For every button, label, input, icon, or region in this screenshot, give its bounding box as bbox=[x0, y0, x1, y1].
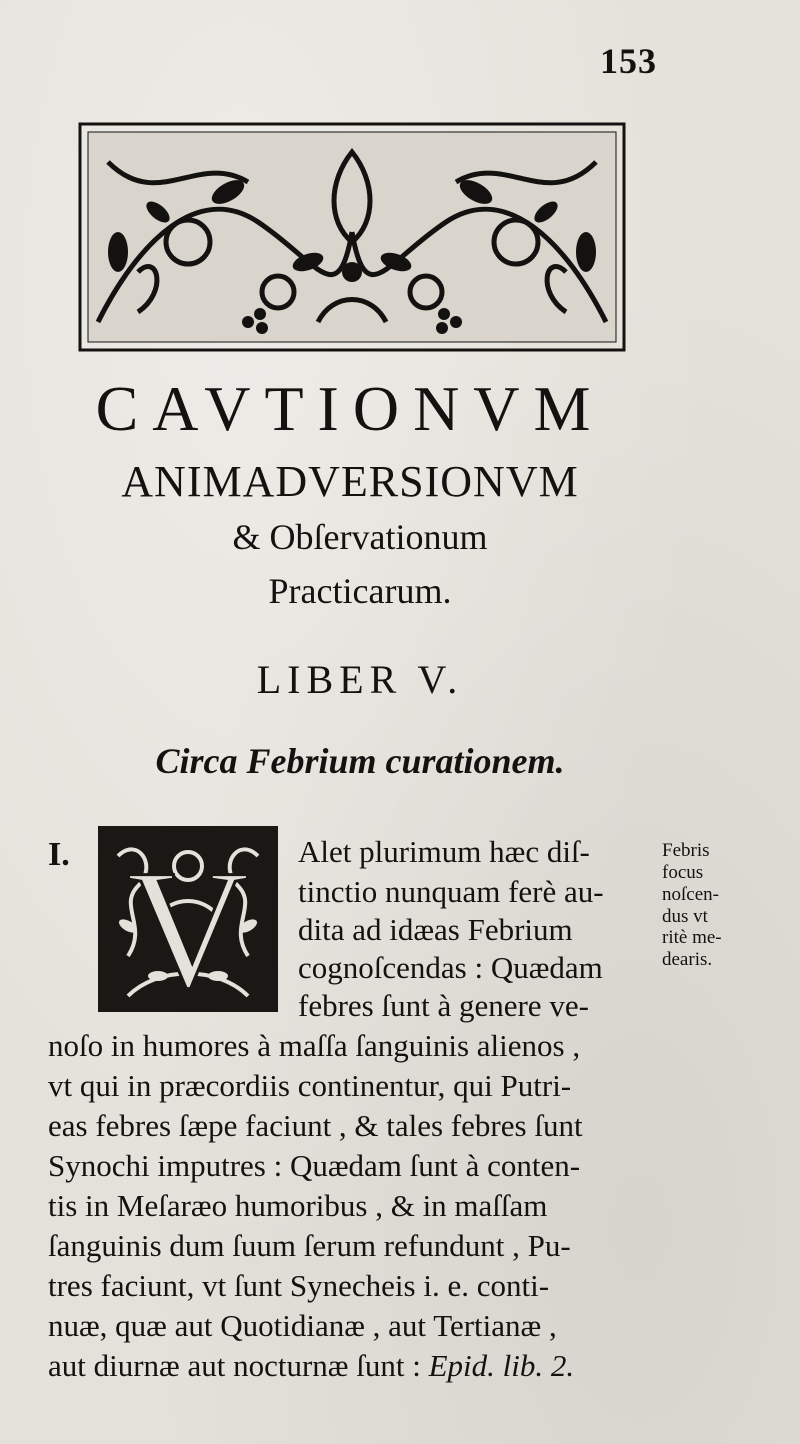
citation: Epid. lib. 2. bbox=[428, 1348, 575, 1383]
book-number: LIBER V. bbox=[256, 657, 464, 702]
body-line: noſo in humores à maſſa ſanguinis alienos , bbox=[48, 1028, 581, 1063]
decorated-initial-icon bbox=[98, 826, 278, 1012]
body-line: vt qui in præcordiis continentur, qui Putri- bbox=[48, 1068, 572, 1103]
body-line: tis in Meſaræo humoribus , & in maſſam bbox=[48, 1188, 548, 1223]
section-number: I. bbox=[48, 836, 70, 873]
margin-note-line: noſcen- bbox=[662, 883, 719, 905]
title-line-3: & Obſervationum bbox=[232, 517, 488, 557]
title-line-1: CAVTIONVM bbox=[95, 373, 605, 444]
margin-note-line: dearis. bbox=[662, 949, 713, 971]
margin-note-line: Febris bbox=[662, 840, 710, 861]
margin-note-line: focus bbox=[662, 861, 704, 883]
margin-note bbox=[662, 840, 782, 971]
margin-note-line: dus vt bbox=[662, 905, 708, 927]
body-line: nuæ, quæ aut Quotidianæ , aut Tertianæ , bbox=[48, 1308, 557, 1343]
body-line: ſanguinis dum ſuum ſerum refundunt , Pu- bbox=[48, 1228, 571, 1263]
body-line: cognoſcendas : Quædam bbox=[298, 950, 603, 985]
margin-note-line: ritè me- bbox=[662, 927, 722, 949]
initial-letter: V bbox=[126, 835, 250, 1012]
body-line: tres faciunt, vt ſunt Synecheis i. e. conti- bbox=[48, 1268, 550, 1303]
floral-ornament-icon bbox=[78, 122, 626, 352]
title-line-2: ANIMADVERSIONVM bbox=[121, 457, 579, 506]
page-number: 153 bbox=[600, 41, 657, 81]
body-line: eas febres ſæpe faciunt , & tales febres ſunt bbox=[48, 1108, 583, 1143]
body-line: Alet plurimum hæc diſ- bbox=[298, 834, 590, 869]
body-line: tinctio nunquam ferè au- bbox=[298, 874, 604, 909]
chapter-heading: Circa Febrium curationem. bbox=[155, 741, 565, 781]
body-line-last bbox=[48, 1350, 574, 1381]
body-line-last-text: aut diurnæ aut nocturnæ ſunt : bbox=[48, 1348, 429, 1383]
body-line: febres ſunt à genere ve- bbox=[298, 988, 589, 1023]
body-line: Synochi imputres : Quædam ſunt à conten- bbox=[48, 1148, 581, 1183]
title-line-4: Practicarum. bbox=[268, 571, 452, 611]
body-line: dita ad idæas Febrium bbox=[298, 912, 573, 947]
